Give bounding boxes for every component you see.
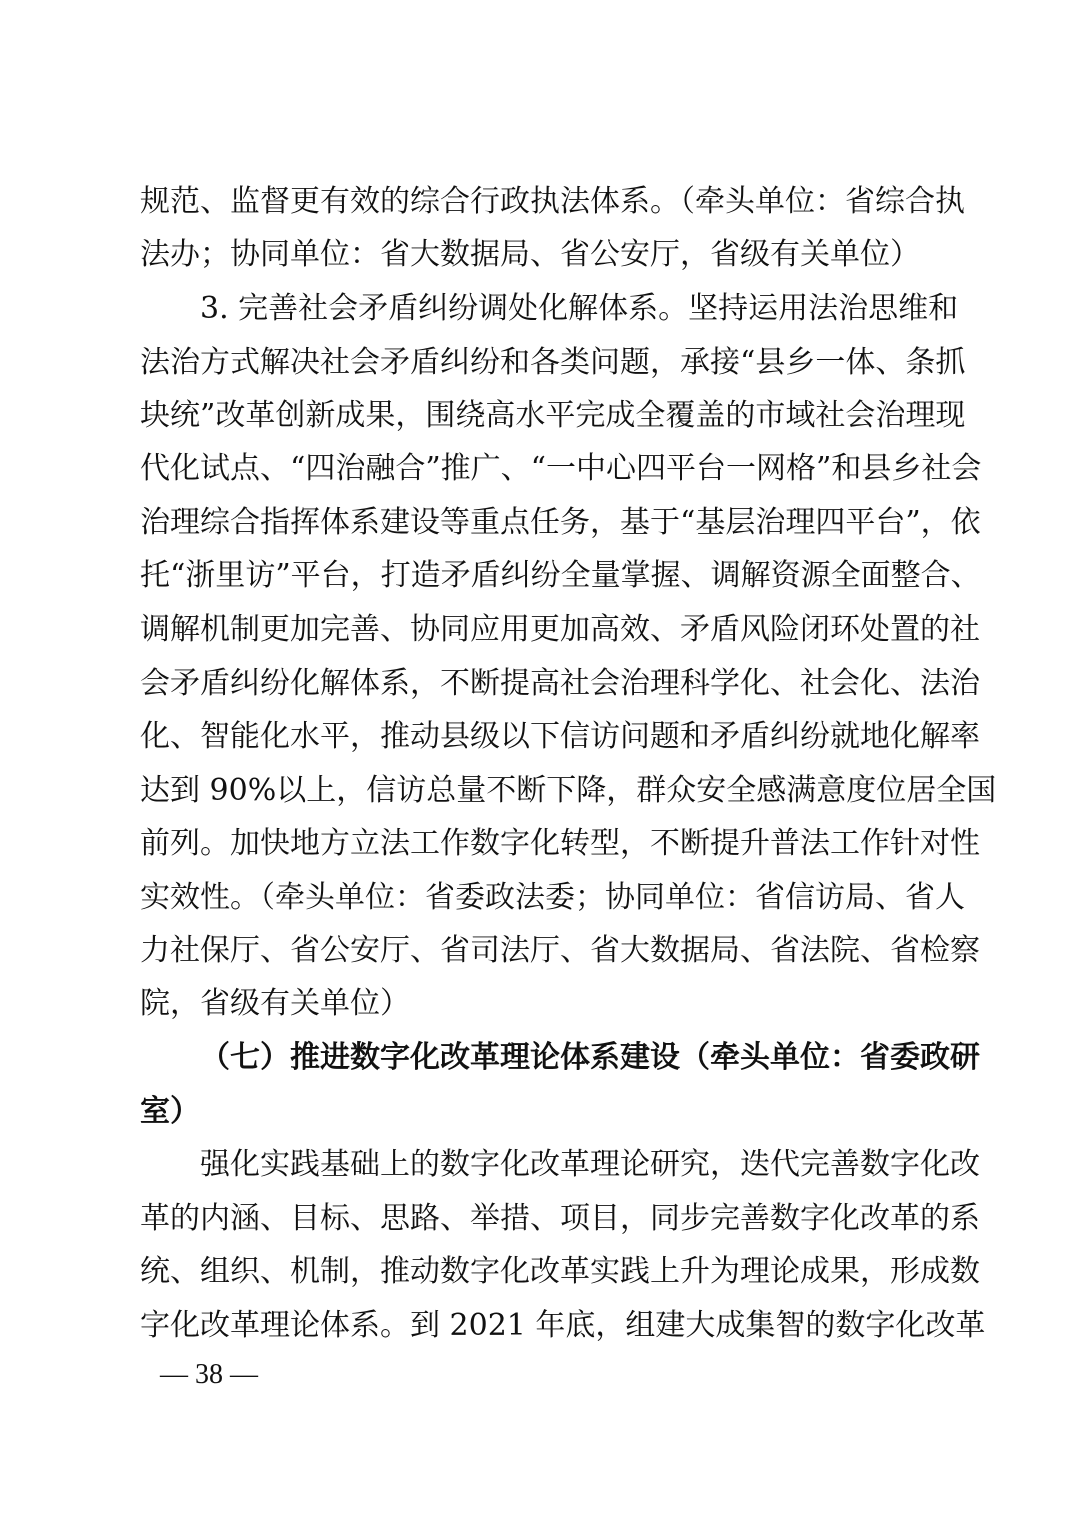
text-line: 强化实践基础上的数字化改革理论研究，迭代完善数字化改 <box>200 1147 980 1182</box>
page-number: — 38 — <box>160 1359 258 1390</box>
text-line: 会矛盾纠纷化解体系，不断提高社会治理科学化、社会化、法治 <box>140 666 980 701</box>
text-line: 3. 完善社会矛盾纠纷调处化解体系。坚持运用法治思维和 <box>200 291 959 326</box>
text-line: 规范、监督更有效的综合行政执法体系。（牵头单位：省综合执 <box>140 184 965 219</box>
text-line: 调解机制更加完善、协同应用更加高效、矛盾风险闭环处置的社 <box>140 612 980 647</box>
text-line: 字化改革理论体系。到 2021 年底，组建大成集智的数字化改革 <box>140 1308 986 1343</box>
text-line: 代化试点、“四治融合”推广、“一中心四平台一网格”和县乡社会 <box>140 451 982 486</box>
section-heading: （七）推进数字化改革理论体系建设（牵头单位：省委政研 <box>200 1040 980 1075</box>
text-line: 块统”改革创新成果，围绕高水平完成全覆盖的市域社会治理现 <box>140 398 966 433</box>
text-line: 法办；协同单位：省大数据局、省公安厅，省级有关单位） <box>140 237 920 272</box>
text-line: 托“浙里访”平台，打造矛盾纠纷全量掌握、调解资源全面整合、 <box>140 558 981 593</box>
text-line: 化、智能化水平，推动县级以下信访问题和矛盾纠纷就地化解率 <box>140 719 980 754</box>
text-line: 法治方式解决社会矛盾纠纷和各类问题，承接“县乡一体、条抓 <box>140 345 966 380</box>
text-line: 力社保厅、省公安厅、省司法厅、省大数据局、省法院、省检察 <box>140 933 980 968</box>
text-line: 实效性。（牵头单位：省委政法委；协同单位：省信访局、省人 <box>140 880 965 915</box>
text-line: 治理综合指挥体系建设等重点任务，基于“基层治理四平台”，依 <box>140 505 981 540</box>
text-line: 统、组织、机制，推动数字化改革实践上升为理论成果，形成数 <box>140 1254 980 1289</box>
text-line: 前列。加快地方立法工作数字化转型，不断提升普法工作针对性 <box>140 826 980 861</box>
text-line: 院，省级有关单位） <box>140 986 410 1021</box>
section-heading: 室） <box>140 1094 200 1129</box>
text-line: 革的内涵、目标、思路、举措、项目，同步完善数字化改革的系 <box>140 1201 980 1236</box>
text-line: 达到 90%以上，信访总量不断下降，群众安全感满意度位居全国 <box>140 773 997 808</box>
